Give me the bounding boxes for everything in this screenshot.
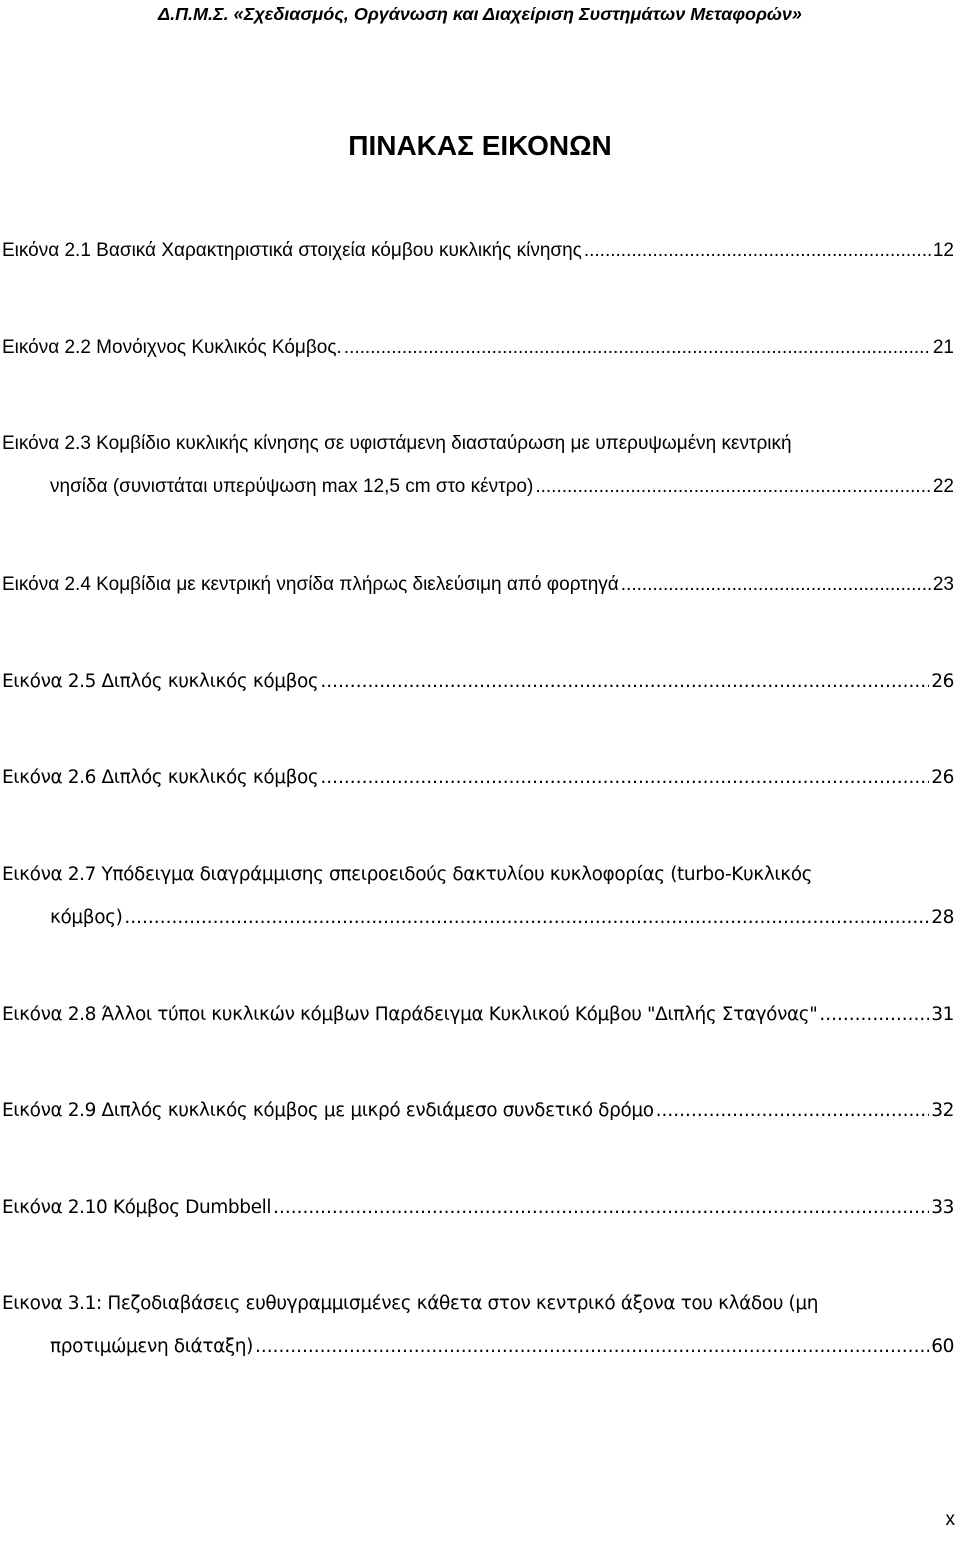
toc-entry-label: Εικόνα 2.9 Διπλός κυκλικός κόμβος με μικρό ενδιάμεσο συνδετικό δρόμο xyxy=(2,1100,654,1121)
toc-entry-page: 26 xyxy=(931,671,954,692)
toc-entry-label: Εικόνα 2.1 Βασικά Χαρακτηριστικά στοιχεία κόμβου κυκλικής κίνησης xyxy=(2,240,582,261)
toc-entry-page: 26 xyxy=(931,767,954,788)
toc-entry-2-4[interactable] xyxy=(2,563,954,606)
toc-entry-page: 12 xyxy=(932,240,954,261)
toc-entry-label: Εικόνα 2.2 Μονόιχνος Κυκλικός Κόμβος. xyxy=(2,337,342,358)
toc-entry-label: Εικόνα 2.10 Κόμβος Dumbbell xyxy=(2,1197,272,1218)
dot-leader xyxy=(656,1089,930,1132)
dot-leader xyxy=(124,896,929,939)
dot-leader xyxy=(819,993,929,1036)
toc-entry-2-7[interactable] xyxy=(2,853,954,939)
toc-entry-2-8[interactable] xyxy=(2,993,954,1036)
page-title: ΠΙΝΑΚΑΣ ΕΙΚΟΝΩΝ xyxy=(348,130,612,161)
toc-entry-2-6[interactable] xyxy=(2,756,954,799)
toc-entry-page: 60 xyxy=(931,1336,954,1357)
toc-entry-page: 31 xyxy=(931,1004,954,1025)
toc-entry-page: 28 xyxy=(931,907,954,928)
toc-entry-label-continued: προτιμώμενη διάταξη) xyxy=(50,1336,253,1357)
running-header: Δ.Π.Μ.Σ. «Σχεδιασμός, Οργάνωση και Διαχείριση Συστημάτων Μεταφορών» xyxy=(158,4,802,24)
toc-entry-label-continued: νησίδα (συνιστάται υπερύψωση max 12,5 cm στο κέντρο) xyxy=(50,476,534,497)
dot-leader xyxy=(344,326,931,369)
dot-leader xyxy=(535,465,931,508)
toc-entry-label: Εικονα 3.1: Πεζοδιαβάσεις ευθυγραμμισμένες κάθετα στον κεντρικό άξονα του κλάδου (μη xyxy=(2,1293,819,1314)
toc-entry-label: Εικόνα 2.4 Κομβίδια με κεντρική νησίδα πλήρως διελεύσιμη από φορτηγά xyxy=(2,574,619,595)
toc-entry-label: Εικόνα 2.7 Υπόδειγμα διαγράμμισης σπειροειδούς δακτυλίου κυκλοφορίας (turbo-Κυκλικός xyxy=(2,864,813,885)
toc-entry-2-5[interactable] xyxy=(2,660,954,703)
toc-entry-label: Εικόνα 2.5 Διπλός κυκλικός κόμβος xyxy=(2,671,319,692)
dot-leader xyxy=(320,660,929,703)
toc-entry-label: Εικόνα 2.6 Διπλός κυκλικός κόμβος xyxy=(2,767,319,788)
toc-entry-2-1[interactable] xyxy=(2,229,954,272)
toc-entry-2-9[interactable] xyxy=(2,1089,954,1132)
toc-entry-2-3[interactable] xyxy=(2,422,954,508)
toc-entry-2-2[interactable] xyxy=(2,326,954,369)
toc-entry-3-1[interactable] xyxy=(2,1282,954,1368)
toc-entry-page: 21 xyxy=(932,337,954,358)
toc-entry-label: Εικόνα 2.8 Άλλοι τύποι κυκλικών κόμβων Παράδειγμα Κυκλικού Κόμβου "Διπλής Σταγόνας" xyxy=(2,1004,818,1025)
toc-entry-page: 23 xyxy=(932,574,954,595)
dot-leader xyxy=(273,1186,929,1229)
toc-entry-page: 33 xyxy=(931,1197,954,1218)
page-number: x xyxy=(945,1509,955,1530)
toc-entry-label-continued: κόμβος) xyxy=(50,907,123,928)
dot-leader xyxy=(621,563,931,606)
dot-leader xyxy=(320,756,929,799)
dot-leader xyxy=(584,229,931,272)
toc-entry-label: Εικόνα 2.3 Κομβίδιο κυκλικής κίνησης σε υφιστάμενη διασταύρωση με υπερυψωμένη κεντρική xyxy=(2,433,792,454)
toc-entry-page: 32 xyxy=(931,1100,954,1121)
toc-entry-2-10[interactable] xyxy=(2,1186,954,1229)
dot-leader xyxy=(255,1325,929,1368)
toc-entry-page: 22 xyxy=(932,476,954,497)
